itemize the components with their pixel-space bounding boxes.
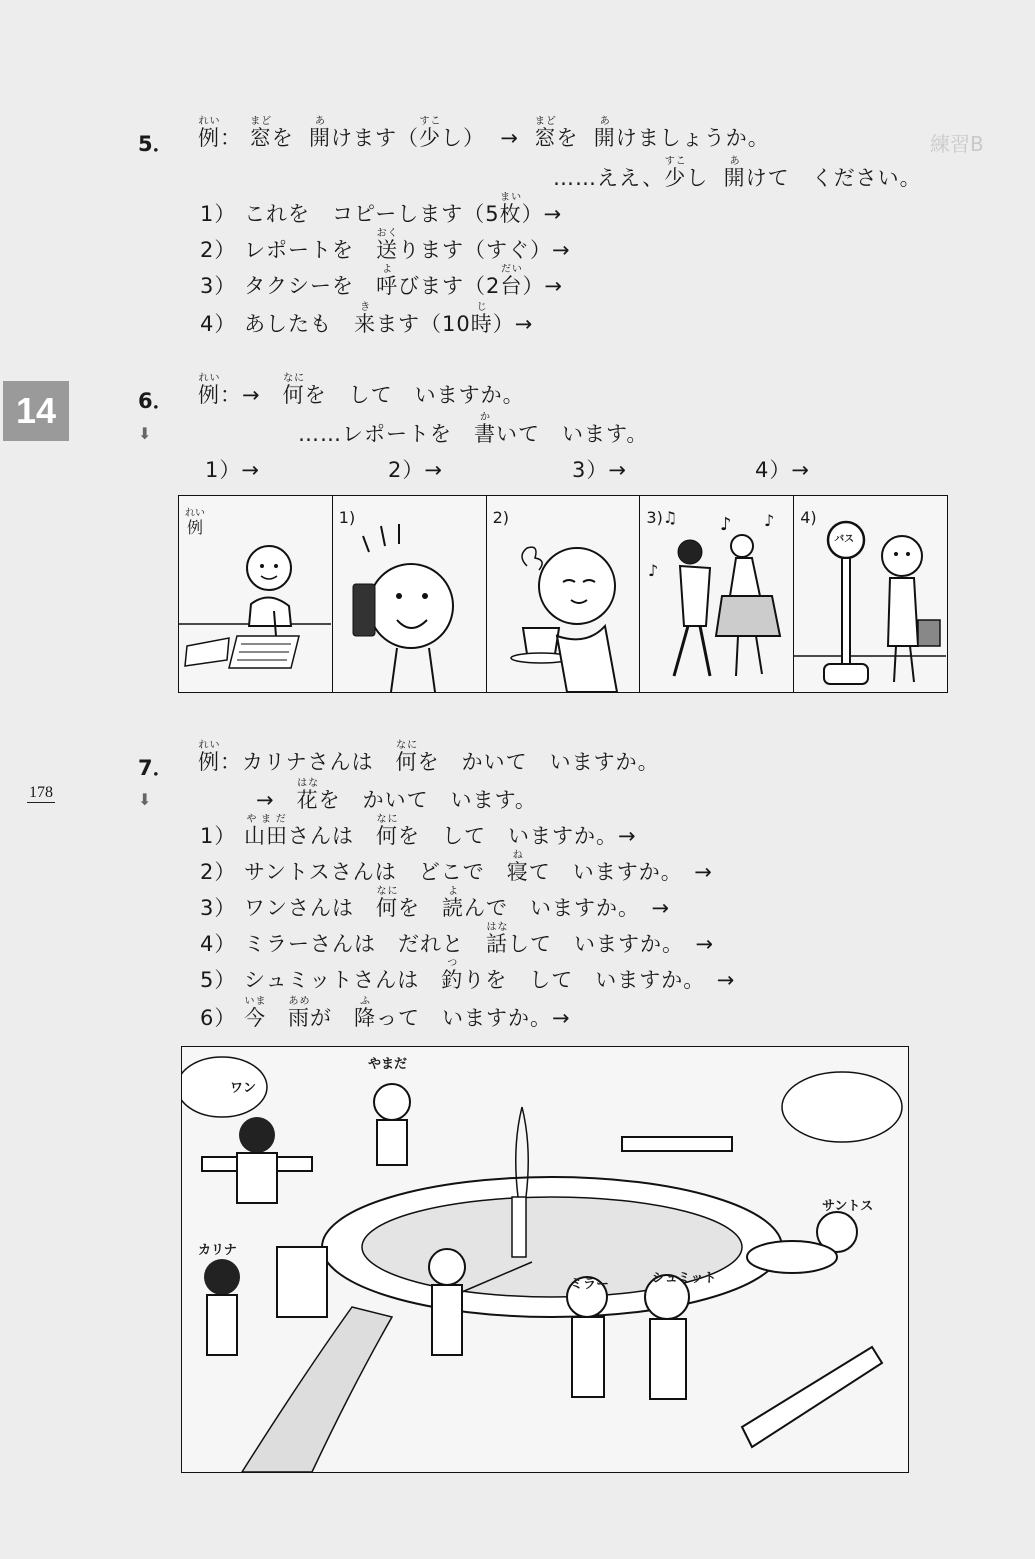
item-text: して いますか。 → [508, 932, 715, 956]
ex5-item-2: 2） レポートを 送おくります（すぐ）→ [200, 228, 571, 262]
panel-label: 2) [492, 508, 510, 527]
item-text: りを して いますか。 → [463, 968, 736, 992]
item-text: が [310, 1006, 355, 1030]
page-number: 178 [29, 784, 53, 801]
kanji-with-furigana: 降ふ [354, 996, 377, 1030]
ex7-number: 7． [138, 756, 174, 780]
ex6-number: 6． [138, 389, 174, 413]
ex5-item-1: 1） これを コピーします（5枚まい）→ [200, 192, 563, 226]
park-tag-wang: ワン [230, 1081, 257, 1096]
item-text: て いますか。 → [528, 860, 713, 884]
park-drawing [182, 1047, 908, 1472]
item-number: 5） [200, 968, 245, 992]
ex7-item-6 [200, 996, 571, 1030]
item-number: 6） [200, 1006, 245, 1030]
item-text: って いますか。→ [376, 1006, 571, 1030]
item-text: を [398, 896, 443, 920]
ex7-example-answer: → 花はなを かいて います。 [256, 778, 537, 812]
panel-2 [487, 496, 641, 692]
kanji-with-furigana: 山田やまだ [244, 814, 289, 848]
item-text: サントスさんは どこで [244, 860, 507, 884]
kanji-with-furigana: 読よ [442, 886, 465, 920]
ex6-picture-strip [178, 495, 948, 693]
kanji-with-furigana: 寝ね [506, 850, 529, 884]
park-tag-yamada: やまだ [368, 1057, 408, 1072]
ex5-item-4: 4） あしたも 来きます（10時じ）→ [200, 302, 534, 336]
park-tag-karina: カリナ [198, 1243, 237, 1258]
bus-sign-text: バス [834, 534, 855, 545]
ex6-example-answer: ……レポートを 書かいて います。 [298, 412, 649, 446]
item-text [266, 1006, 288, 1030]
item-text: シュミットさんは [244, 968, 442, 992]
item-text: さんは [288, 824, 377, 848]
item-number: 3） [200, 896, 245, 920]
park-tag-miller: ミラー [570, 1277, 610, 1292]
ex6-answer-2: 2）→ [388, 458, 443, 482]
person-writing-illustration [179, 496, 331, 692]
couple-dancing-illustration [640, 496, 792, 692]
park-scene-illustration [181, 1046, 909, 1473]
svg-text:♪: ♪ [720, 514, 732, 535]
kanji-with-furigana: 何なに [376, 814, 399, 848]
svg-text:♪: ♪ [648, 561, 659, 580]
kanji-with-furigana: 雨あめ [288, 996, 311, 1030]
panel-4 [794, 496, 947, 692]
ex7-item-1 [200, 814, 637, 848]
item-text: を して いますか。→ [398, 824, 637, 848]
bleed-through-heading: 練習B [930, 132, 984, 156]
chapter-tab: 14 [3, 381, 69, 441]
park-tag-santos: サントス [822, 1199, 874, 1214]
item-number: 2） [200, 860, 245, 884]
item-number: 1） [200, 824, 245, 848]
ex7-item-5 [200, 958, 735, 992]
person-at-bus-stop-illustration [794, 496, 946, 692]
item-text: ワンさんは [244, 896, 377, 920]
panel-label: 4) [800, 508, 817, 527]
panel-label: 1) [338, 508, 356, 527]
panel-3 [640, 496, 794, 692]
kanji-with-furigana: 釣つ [441, 958, 464, 992]
item-number: 4） [200, 932, 245, 956]
down-arrow-icon: ⬇ [138, 790, 152, 809]
kanji-with-furigana: 何なに [376, 886, 399, 920]
ex7-item-4 [200, 922, 714, 956]
park-tag-schmidt: シュミット [652, 1271, 717, 1286]
ex5-example-answer: ……ええ、少すこし 開あけて ください。 [553, 156, 922, 190]
ex7-item-2 [200, 850, 713, 884]
panel-label: 例れい [185, 508, 205, 537]
ex5-item-3: 3） タクシーを 呼よびます（2台だい）→ [200, 264, 564, 298]
item-text: んで いますか。 → [464, 896, 671, 920]
ex6-example-question: 例れい：→ 何なにを して いますか。 [198, 373, 525, 407]
ex6-answer-4: 4）→ [755, 458, 810, 482]
ex5-number: 5． [138, 132, 174, 156]
person-on-phone-illustration [333, 496, 485, 692]
ex6-answer-3: 3）→ [572, 458, 627, 482]
ex5-example-question: 例れい： 窓まどを 開あけます（少すこし） → 窓まどを 開あけましょうか。 [198, 116, 770, 150]
svg-text:♪: ♪ [764, 511, 775, 530]
kanji-with-furigana: 今いま [244, 996, 267, 1030]
item-text: ミラーさんは だれと [244, 932, 487, 956]
panel-label: 3)♫ [646, 508, 678, 527]
ex6-answer-1: 1）→ [205, 458, 260, 482]
ex7-item-3 [200, 886, 670, 920]
person-drinking-coffee-illustration [487, 496, 639, 692]
panel-example [179, 496, 333, 692]
kanji-with-furigana: 話はな [486, 922, 509, 956]
panel-1 [333, 496, 487, 692]
down-arrow-icon: ⬇ [138, 424, 152, 443]
ex7-example-question: 例れい：カリナさんは 何なにを かいて いますか。 [198, 740, 660, 774]
